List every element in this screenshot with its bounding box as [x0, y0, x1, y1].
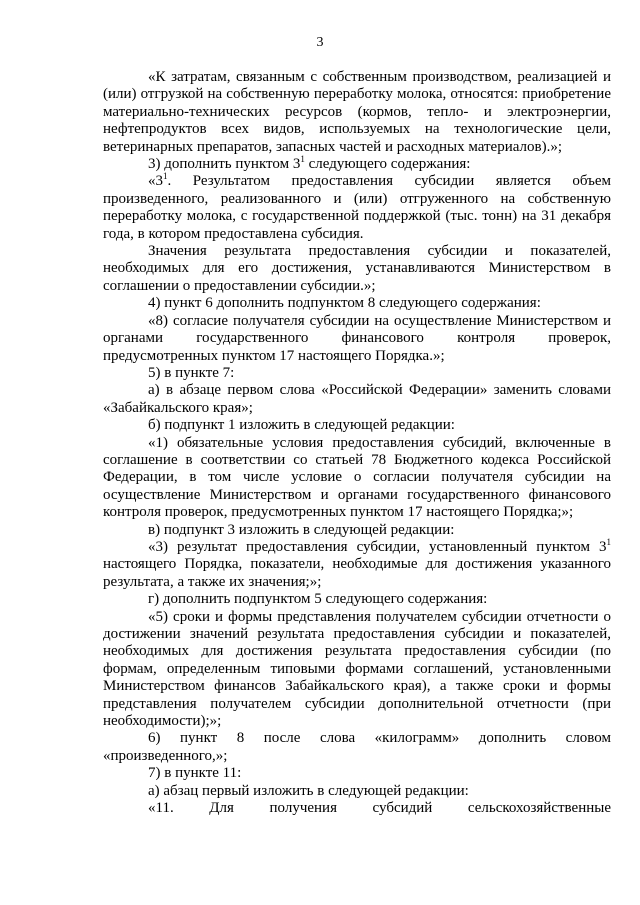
paragraph-costs-definition: «К затратам, связанным с собственным производством, реализацией и (или) отгрузкой на собственную переработку молока, относятся: приобретение материально-технических ресурсов (кормов, тепло- и электроэнергии, нефтепродуктов всех видов, используемых на технологические цели, ветеринарных препаратов, запасных частей и расходных материалов).»;	[103, 69, 611, 155]
paragraph-3-1-result: «$3^1$. Результатом предоставления субсидии является объем произведенного, реализованного и (или) отгруженного на собственную переработку молока, с государственной поддержкой (тыс. тонн) на 31 декабря года, в котором предоставлена субсидия.	[103, 171, 611, 242]
paragraph-item-11: «11. Для получения субсидий сельскохозяйственные	[148, 800, 611, 817]
document-body	[103, 69, 611, 817]
paragraph-item-7: 7) в пункте 11:	[148, 765, 242, 782]
paragraph-subitem-5: «5) сроки и формы представления получателем субсидии отчетности о достижении значений результата предоставления субсидии и показателей, необходимых для достижения результата предоставления субсидии (по формам, определенным типовыми формами соглашений, установленными Министерством финансов Забайкальского края), а также сроки и формы представления получателем субсидии дополнительной отчетности (при необходимости);»;	[103, 608, 611, 730]
paragraph-subitem-3: «3) результат предоставления субсидии, установленный пунктом $3^1$ настоящего Порядка, показатели, необходимые для достижения указанного результата, а также их значения;»;	[103, 536, 611, 590]
paragraph-5a: а) в абзаце первом слова «Российской Федерации» заменить словами «Забайкальского края»;	[103, 382, 611, 416]
paragraph-item-3: 3) дополнить пунктом $3^1$ следующего содержания:	[148, 154, 471, 173]
paragraph-5g: г) дополнить подпунктом 5 следующего содержания:	[148, 591, 488, 608]
page-number: 3	[316, 35, 324, 50]
paragraph-7a: а) абзац первый изложить в следующей редакции:	[148, 782, 469, 799]
paragraph-5v: в) подпункт 3 изложить в следующей редакции:	[148, 521, 455, 538]
paragraph-item-6: 6) пункт 8 после слова «килограмм» дополнить словом «произведенного,»;	[103, 730, 611, 764]
paragraph-item-4: 4) пункт 6 дополнить подпунктом 8 следующего содержания:	[148, 295, 541, 312]
paragraph-item-5: 5) в пункте 7:	[148, 364, 235, 381]
paragraph-subitem-8: «8) согласие получателя субсидии на осуществление Министерством и органами государственного финансового контроля проверок, предусмотренных пунктом 17 настоящего Порядка.»;	[103, 312, 611, 364]
paragraph-result-values: Значения результата предоставления субсидии и показателей, необходимых для его достижения, устанавливаются Министерством в соглашении о предоставлении субсидии.»;	[103, 243, 611, 294]
paragraph-5b: б) подпункт 1 изложить в следующей редакции:	[148, 417, 455, 434]
paragraph-subitem-1: «1) обязательные условия предоставления субсидий, включенные в соглашение в соответствии со статьей 78 Бюджетного кодекса Российской Федерации, в том числе условие о согласии получателя субсидии на осуществление Министерством и органами государственного финансового контроля проверок, предусмотренных пунктом 17 настоящего Порядка;»;	[103, 434, 611, 521]
